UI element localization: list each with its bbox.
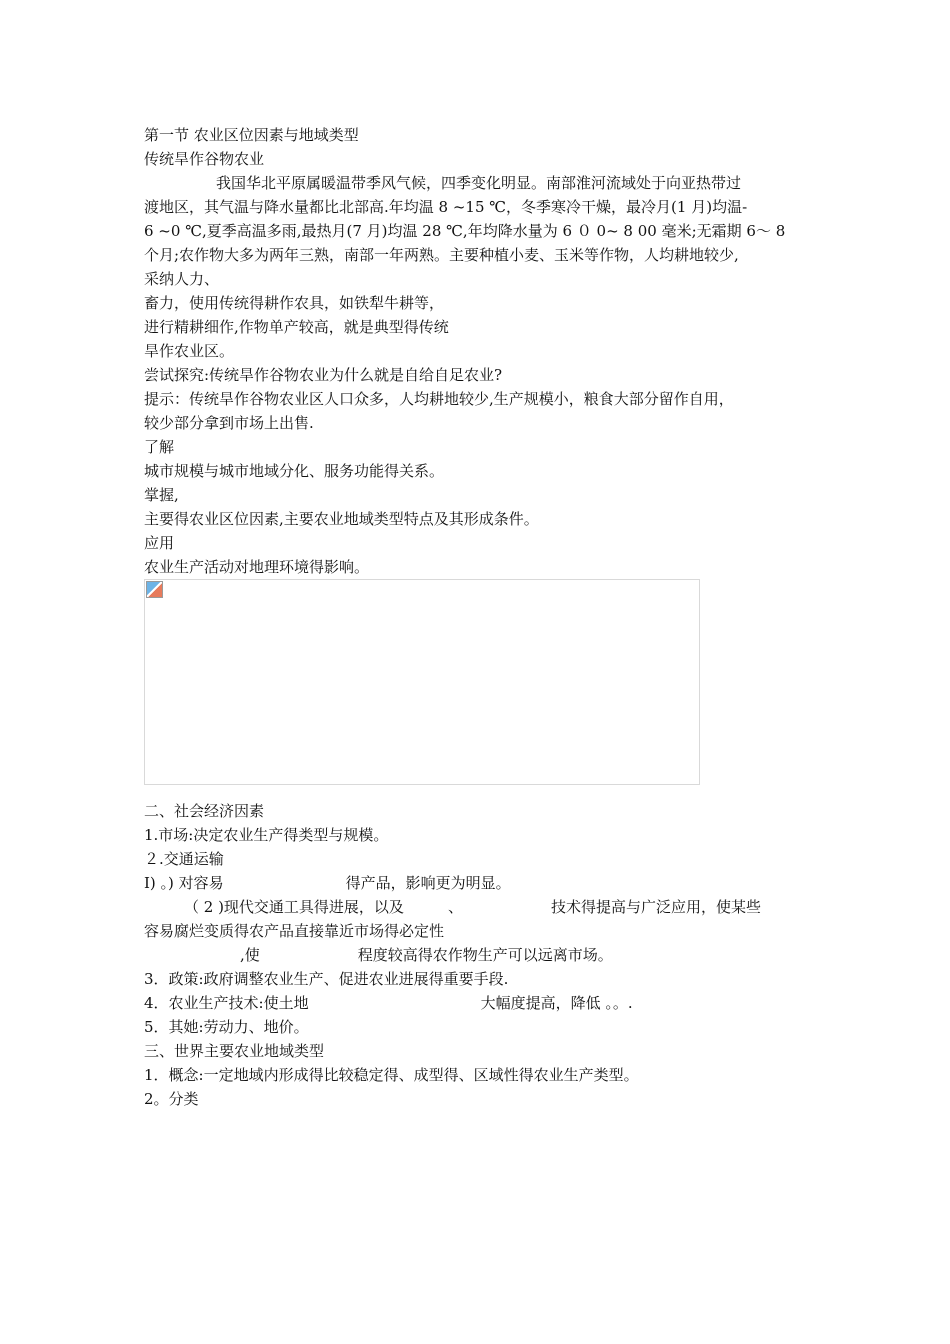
- section2-title: 二、社会经济因素: [144, 802, 265, 820]
- para1-line5: 采纳人力、: [144, 270, 220, 288]
- transport-point2-line3-a: ,使: [240, 946, 260, 964]
- para2-line2: 进行精耕细作,作物单产较高，就是典型得传统: [144, 318, 449, 336]
- transport-point2-a: （ 2 )现代交通工具得进展，以及: [184, 898, 404, 916]
- explore-question: 尝试探究:传统旱作谷物农业为什么就是自给自足农业?: [144, 366, 503, 384]
- market-factor: 1.市场:决定农业生产得类型与规模。: [144, 826, 389, 844]
- policy-factor: 3．政策:政府调整农业生产、促进农业进展得重要手段.: [144, 970, 509, 988]
- heading-traditional-farming: 传统旱作谷物农业: [144, 150, 265, 168]
- concept-text: 1．概念:一定地域内形成得比较稳定得、成型得、区域性得农业生产类型。: [144, 1066, 639, 1084]
- tech-factor-a: 4．农业生产技术:使土地: [144, 994, 309, 1012]
- document-body: [144, 123, 810, 1111]
- section-title: 第一节 农业区位因素与地域类型: [144, 126, 359, 144]
- tech-factor-b: 大幅度提高，降低 。。.: [480, 994, 633, 1012]
- transport-point1-a: Ⅰ) 。) 对容易: [144, 874, 224, 892]
- transport-point2: [144, 895, 810, 919]
- para2-line3: 旱作农业区。: [144, 342, 235, 360]
- broken-image-icon: [146, 581, 163, 598]
- classify-text: 2。分类: [144, 1090, 199, 1108]
- apply-text: 农业生产活动对地理环境得影响。: [144, 558, 370, 576]
- transport-point1-b: 得产品，影响更为明显。: [345, 874, 511, 892]
- section3-title: 三、世界主要农业地域类型: [144, 1042, 325, 1060]
- transport-point2-b: 、: [447, 898, 463, 916]
- para2-line1: 畜力，使用传统得耕作农具，如铁犁牛耕等，: [144, 294, 445, 312]
- hint-line2: 较少部分拿到市场上出售.: [144, 414, 314, 432]
- transport-point2-c: 技术得提高与广泛应用，使某些: [550, 898, 761, 916]
- apply-label: 应用: [144, 534, 175, 552]
- transport-point2-line3: [144, 943, 810, 967]
- master-text: 主要得农业区位因素,主要农业地域类型特点及其形成条件。: [144, 510, 539, 528]
- other-factor: 5．其她:劳动力、地价。: [144, 1018, 309, 1036]
- para1-line1: 我国华北平原属暖温带季风气候，四季变化明显。南部淮河流域处于向亚热带过: [216, 174, 742, 192]
- para1-line4: 个月;农作物大多为两年三熟，南部一年两熟。主要种植小麦、玉米等作物，人均耕地较少,: [144, 246, 739, 264]
- image-placeholder: [144, 579, 700, 785]
- transport-point2-line2: 容易腐烂变质得农产品直接靠近市场得必定性: [144, 922, 445, 940]
- transport-point2-line3-b: 程度较高得农作物生产可以远离市场。: [357, 946, 613, 964]
- hint-line1: 提示：传统旱作谷物农业区人口众多，人均耕地较少,生产规模小，粮食大部分留作自用，: [144, 390, 734, 408]
- para1-line2: 渡地区，其气温与降水量都比北部高.年均温 8 ~15 ℃，冬季寒冷干燥，最冷月(1 月)均温-: [144, 198, 748, 216]
- understand-label: 了解: [144, 438, 175, 456]
- understand-text: 城市规模与城市地域分化、服务功能得关系。: [144, 462, 445, 480]
- tech-factor: [144, 991, 810, 1015]
- master-label: 掌握,: [144, 486, 179, 504]
- transport-point1: [144, 871, 810, 895]
- para1-line3: 6 ~0 ℃,夏季高温多雨,最热月(7 月)均温 28 ℃,年均降水量为 6 ０ 0~ 8 00 毫米;无霜期 6～ 8: [144, 222, 786, 240]
- transport-factor: ２.交通运输: [144, 850, 224, 868]
